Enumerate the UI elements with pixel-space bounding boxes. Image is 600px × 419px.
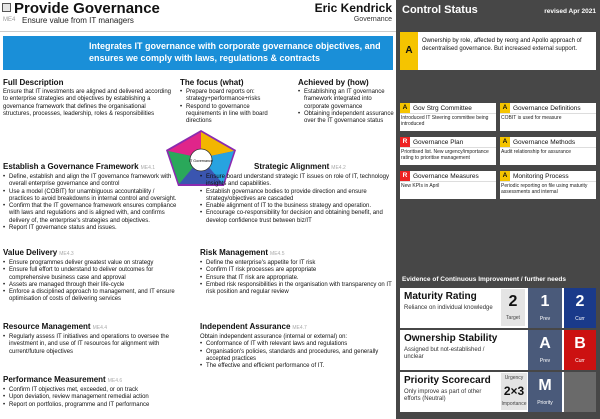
- risk-title: Risk Management: [200, 248, 269, 257]
- list-item: • Assets are managed through their life-cycle: [3, 282, 195, 289]
- evidence-name: Maturity Rating: [404, 291, 477, 302]
- list-item: • Enforce a disciplined approach to management, and IT ensure optimisation of costs of delivering services: [3, 289, 195, 304]
- curr-box: [564, 372, 596, 412]
- target-box: [501, 289, 525, 326]
- urgency-box: [501, 373, 527, 410]
- urgency-label: Urgency: [504, 375, 524, 381]
- list-item: • Ensure full effort to understand to deliver outcomes for comprehensive business case and approval: [3, 267, 195, 282]
- assurance-code: ME4.7: [292, 325, 307, 331]
- list-item: • Use a model (COBIT) for unambiguous accountability / practices to avoid breakdowns in internal control and oversight.: [3, 189, 179, 204]
- priority-value: M: [538, 377, 552, 394]
- cell-desc: New KPIs in April: [401, 183, 440, 189]
- evidence-desc: Only improve as part of other efforts (Neutral): [404, 389, 482, 402]
- curr-box: [564, 330, 596, 370]
- cell-name: Governance Measures: [413, 173, 479, 180]
- priority-score: 2×3: [503, 384, 525, 398]
- list-item: • Encourage co-responsibility for decision and obtaining benefit, and develop confidence trust between biz/IT: [200, 210, 394, 225]
- cell-desc: Periodic reporting on file using maturity assessments and internal: [501, 183, 588, 195]
- curr-label: Curr: [575, 316, 585, 322]
- resource-section: [3, 322, 195, 356]
- framework-section: [3, 162, 179, 232]
- list-item: • Embed risk responsibilities in the organisation with transparency on IT risk position and regular review: [200, 282, 394, 297]
- risk-section: [200, 248, 394, 296]
- value-title: Value Delivery: [3, 248, 58, 257]
- prev-label: Prev: [539, 316, 551, 322]
- list-item: • Report IT governance status and issues.: [3, 225, 179, 232]
- strategic-code: ME4.2: [331, 165, 346, 171]
- status-cell[interactable]: [400, 137, 496, 165]
- curr-value: 2: [575, 293, 585, 310]
- rating-badge: A: [500, 171, 510, 181]
- target-value: 2: [508, 293, 518, 310]
- list-item: • Establish governance bodies to provide direction and ensure strategy/objectives are cascaded: [200, 189, 394, 204]
- list-item: • Establishing an IT governance framework integrated into corporate governance: [298, 89, 394, 111]
- list-item: • Confirm IT risk processes are appropriate: [200, 267, 394, 274]
- evidence-row-maturity[interactable]: [400, 288, 596, 328]
- performance-section: [3, 375, 195, 409]
- curr-value: B: [574, 335, 586, 352]
- list-item: • The effective and efficient performance of IT.: [200, 363, 394, 370]
- list-item: • Ensure that IT risk are appropriate.: [200, 275, 394, 282]
- full-description-text: Ensure that IT investments are aligned and delivered according to enterprise strategies and objectives by establishing a governance framework that defines the organisational structures, processes, leadership, roles & responsibilities: [3, 89, 171, 117]
- cell-desc: COBIT is used for measure: [501, 115, 562, 121]
- objective-banner: [3, 36, 393, 70]
- target-label: Target: [506, 315, 520, 321]
- list-item: • Define, establish and align the IT governance framework with overall enterprise governance and control: [3, 174, 179, 189]
- list-item: • Organisation's policies, standards and procedures, and generally accepted practices: [200, 349, 394, 364]
- rating-badge: R: [400, 137, 410, 147]
- evidence-title: Evidence of Continuous Improvement / further needs: [402, 276, 566, 283]
- control-status-title: Control Status: [402, 4, 478, 16]
- rating-badge: A: [500, 103, 510, 113]
- rating-badge: R: [400, 171, 410, 181]
- prev-box: [528, 330, 562, 370]
- achieved-title: Achieved by (how): [298, 78, 369, 87]
- overall-rating-badge: A: [400, 32, 418, 70]
- resource-code: ME4.4: [92, 325, 108, 331]
- page-header: [0, 0, 396, 32]
- list-item: • Ensure programmes deliver greatest value on strategy: [3, 260, 195, 267]
- importance-label: Importance: [501, 401, 527, 407]
- prev-label: Prev: [539, 358, 551, 364]
- list-item: • Define the enterprise's appetite for IT risk: [200, 260, 394, 267]
- performance-title: Performance Measurement: [3, 375, 106, 384]
- assurance-title: Independent Assurance: [200, 322, 291, 331]
- assurance-intro: Obtain independent assurance (internal or external) on:: [200, 334, 348, 340]
- priority-box: [528, 372, 562, 412]
- full-description-title: Full Description: [3, 78, 64, 87]
- banner-line-2: ensures we comply with laws, regulations & contracts: [89, 53, 321, 63]
- list-item: • Confirm that the IT governance framework ensures compliance with laws and regulations and is aligned with, and confirms delivery of, the enterprise's strategies and objectives.: [3, 203, 179, 225]
- rating-badge: A: [500, 137, 510, 147]
- control-status-pane: [396, 0, 600, 419]
- prev-value: A: [539, 335, 551, 352]
- list-item: • Obtaining independent assurance over the IT governance status: [298, 111, 394, 126]
- process-code: ME4: [3, 17, 16, 23]
- value-section: [3, 248, 195, 304]
- list-item: • Confirm IT objectives met, exceeded, or on track: [3, 387, 195, 394]
- cell-desc: Introduced IT Steering committee being introduced: [401, 115, 489, 127]
- evidence-row-ownership[interactable]: [400, 330, 596, 370]
- full-description: [3, 78, 171, 118]
- framework-code: ME4.1: [140, 165, 156, 171]
- curr-box: [564, 288, 596, 328]
- list-item: • Upon deviation, review management remedial action: [3, 394, 195, 401]
- cell-desc: Prioritised list. New urgency/importance rating to prioritise management: [401, 149, 489, 161]
- list-item: • Report on portfolios, programme and IT performance: [3, 402, 195, 409]
- cell-desc: Audit relationship for assurance: [501, 149, 572, 155]
- wheel-center-label: IT Governance: [189, 159, 213, 163]
- focus-title: The focus (what): [180, 78, 244, 87]
- risk-code: ME4.5: [270, 251, 285, 257]
- status-cell[interactable]: [400, 103, 496, 131]
- banner-line-1: Integrates IT governance with corporate governance objectives, and: [89, 41, 381, 51]
- priority-label: Priority: [537, 400, 553, 406]
- owner-role: Governance: [353, 16, 392, 23]
- framework-title: Establish a Governance Framework: [3, 162, 139, 171]
- cell-name: Gov Strg Committee: [413, 105, 472, 112]
- resource-title: Resource Management: [3, 322, 91, 331]
- page-subtitle: Ensure value from IT managers: [22, 16, 134, 25]
- page-title: Provide Governance: [14, 0, 160, 17]
- evidence-name: Ownership Stability: [404, 333, 498, 344]
- strategic-section: [200, 162, 394, 225]
- overall-status-text: Ownership by role, affected by reorg and Apollo approach of decentralised governance. But increased external support.: [422, 38, 582, 52]
- list-item: • Enable alignment of IT to the business strategy and operation.: [200, 203, 394, 210]
- focus-section: [180, 78, 280, 125]
- assurance-section: [200, 322, 394, 370]
- achieved-section: [298, 78, 394, 125]
- performance-code: ME4.6: [107, 378, 123, 384]
- cell-name: Monitoring Process: [513, 173, 569, 180]
- status-cell[interactable]: [500, 171, 596, 199]
- evidence-row-priority[interactable]: [400, 372, 596, 412]
- status-cell[interactable]: [500, 103, 596, 131]
- curr-label: Curr: [575, 358, 585, 364]
- list-item: • Conformance of IT with relevant laws and regulations: [200, 341, 394, 348]
- cell-name: Governance Plan: [413, 139, 464, 146]
- evidence-desc: Reliance on individual knowledge: [404, 305, 493, 311]
- owner-name: Eric Kendrick: [314, 1, 392, 15]
- list-item: • Prepare board reports on: strategy+performance+risks: [180, 89, 280, 104]
- rating-badge: A: [400, 103, 410, 113]
- prev-value: 1: [540, 293, 550, 310]
- cell-name: Governance Methods: [513, 139, 576, 146]
- list-item: • Respond to governance requirements in line with board directions: [180, 104, 280, 126]
- revised-date: revised Apr 2021: [544, 8, 596, 15]
- cell-name: Governance Definitions: [513, 105, 581, 112]
- evidence-name: Priority Scorecard: [404, 375, 491, 386]
- status-cell[interactable]: [400, 171, 496, 199]
- list-item: • Ensure board understand strategic IT issues on role of IT, technology insights and capabilities.: [200, 174, 394, 189]
- value-code: ME4.3: [59, 251, 74, 257]
- list-item: • Regularly assess IT initiatives and operations to oversee the investment in, and use of IT resources for alignment with current/future objectives: [3, 334, 195, 356]
- evidence-desc: Assigned but not-established / unclear: [404, 347, 485, 360]
- status-cell[interactable]: [500, 137, 596, 165]
- prev-box: [528, 288, 562, 328]
- overall-status: [400, 32, 596, 70]
- checkbox-icon[interactable]: [2, 3, 11, 12]
- strategic-title: Strategic Alignment: [254, 162, 330, 171]
